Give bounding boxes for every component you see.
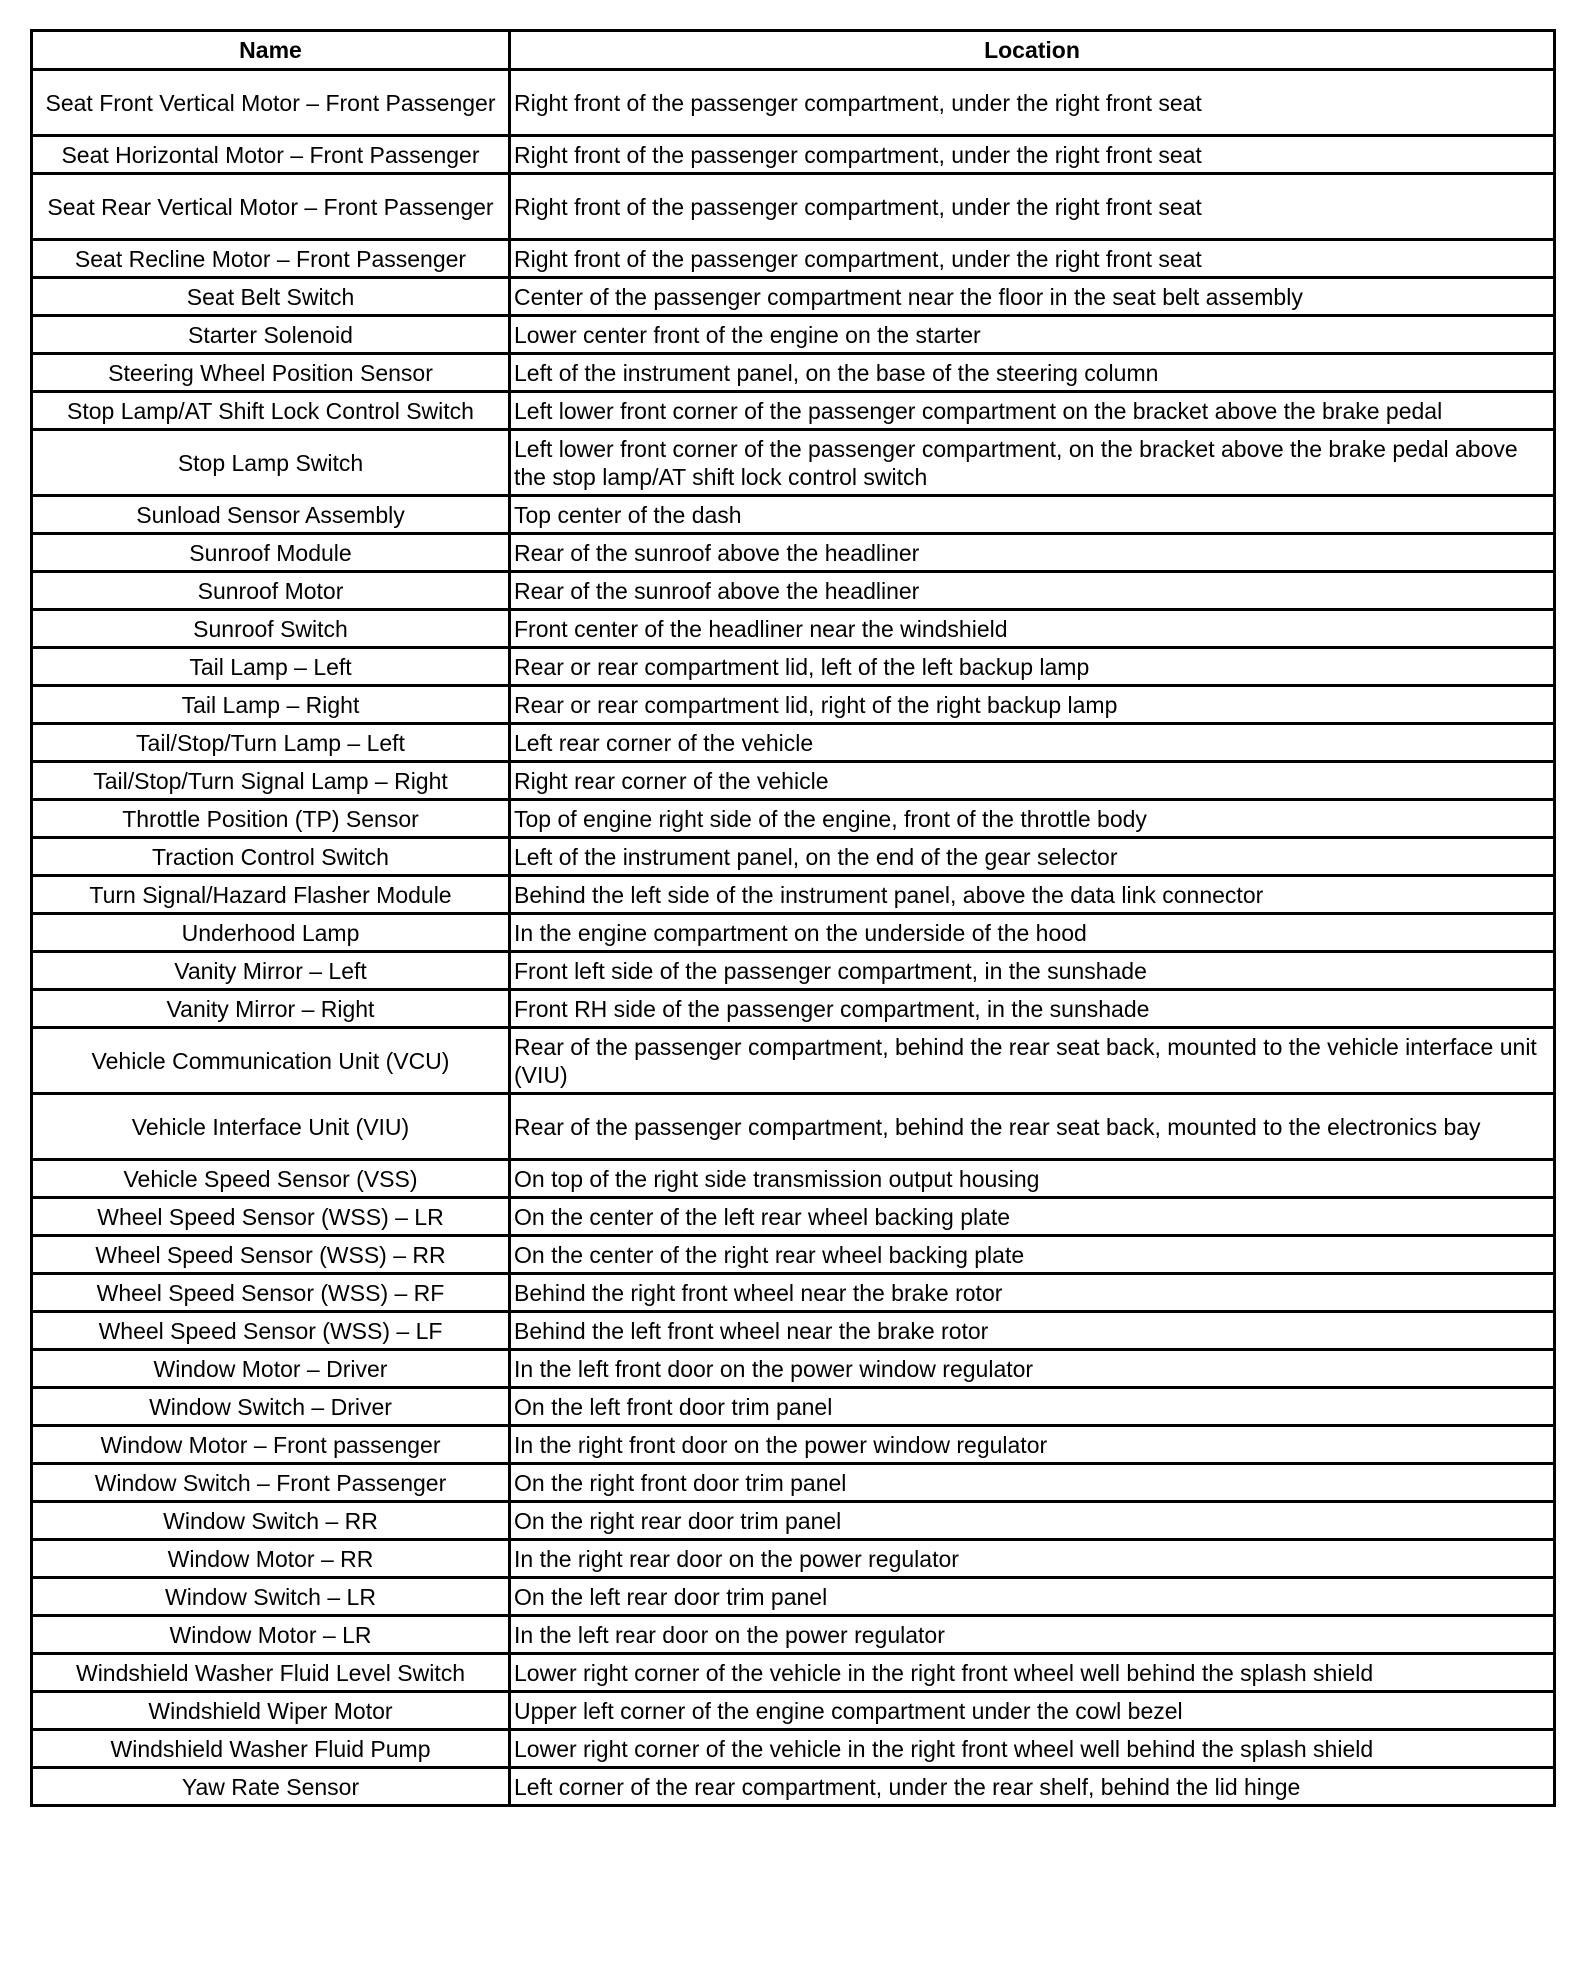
component-location-cell: In the left front door on the power window regulator <box>510 1350 1555 1388</box>
component-location-cell: Left lower front corner of the passenger compartment, on the bracket above the brake pedal above the stop lamp/AT shift lock control switch <box>510 430 1555 496</box>
component-location-cell: Front center of the headliner near the windshield <box>510 610 1555 648</box>
component-location-cell: Lower center front of the engine on the starter <box>510 316 1555 354</box>
table-row <box>32 1274 1555 1312</box>
component-name-cell: Windshield Washer Fluid Level Switch <box>32 1654 510 1692</box>
component-location-cell: Top center of the dash <box>510 496 1555 534</box>
component-name-cell: Vehicle Interface Unit (VIU) <box>32 1094 510 1160</box>
component-location-cell: Lower right corner of the vehicle in the right front wheel well behind the splash shield <box>510 1654 1555 1692</box>
table-row <box>32 990 1555 1028</box>
component-location-cell: Rear of the sunroof above the headliner <box>510 534 1555 572</box>
table-row <box>32 392 1555 430</box>
table-row <box>32 496 1555 534</box>
component-location-cell: On the right front door trim panel <box>510 1464 1555 1502</box>
component-name-cell: Windshield Washer Fluid Pump <box>32 1730 510 1768</box>
component-name-cell: Sunroof Motor <box>32 572 510 610</box>
table-row <box>32 1730 1555 1768</box>
table-row <box>32 1616 1555 1654</box>
component-name-cell: Seat Recline Motor – Front Passenger <box>32 240 510 278</box>
table-row <box>32 354 1555 392</box>
table-row <box>32 70 1555 136</box>
component-location-cell: On the left rear door trim panel <box>510 1578 1555 1616</box>
table-row <box>32 1388 1555 1426</box>
component-name-cell: Vehicle Communication Unit (VCU) <box>32 1028 510 1094</box>
component-location-cell: In the engine compartment on the underside of the hood <box>510 914 1555 952</box>
component-name-cell: Wheel Speed Sensor (WSS) – LR <box>32 1198 510 1236</box>
component-location-cell: In the left rear door on the power regulator <box>510 1616 1555 1654</box>
component-name-cell: Steering Wheel Position Sensor <box>32 354 510 392</box>
component-location-cell: Front left side of the passenger compartment, in the sunshade <box>510 952 1555 990</box>
table-row <box>32 430 1555 496</box>
table-row <box>32 1236 1555 1274</box>
component-name-cell: Vanity Mirror – Left <box>32 952 510 990</box>
component-name-cell: Windshield Wiper Motor <box>32 1692 510 1730</box>
component-name-cell: Stop Lamp/AT Shift Lock Control Switch <box>32 392 510 430</box>
table-row <box>32 724 1555 762</box>
component-name-cell: Tail/Stop/Turn Lamp – Left <box>32 724 510 762</box>
table-row <box>32 572 1555 610</box>
component-location-cell: On the center of the left rear wheel backing plate <box>510 1198 1555 1236</box>
table-row <box>32 1198 1555 1236</box>
table-row <box>32 1502 1555 1540</box>
component-name-cell: Seat Rear Vertical Motor – Front Passenger <box>32 174 510 240</box>
component-location-cell: In the right rear door on the power regulator <box>510 1540 1555 1578</box>
column-header-name: Name <box>32 31 510 70</box>
component-location-cell: Rear of the sunroof above the headliner <box>510 572 1555 610</box>
component-name-cell: Sunroof Switch <box>32 610 510 648</box>
component-location-cell: Left of the instrument panel, on the base of the steering column <box>510 354 1555 392</box>
component-location-cell: Rear of the passenger compartment, behind the rear seat back, mounted to the electronics bay <box>510 1094 1555 1160</box>
table-row <box>32 1768 1555 1806</box>
component-name-cell: Window Motor – Front passenger <box>32 1426 510 1464</box>
table-row <box>32 1654 1555 1692</box>
component-location-table <box>30 29 1556 1807</box>
component-name-cell: Seat Horizontal Motor – Front Passenger <box>32 136 510 174</box>
table-row <box>32 534 1555 572</box>
component-name-cell: Throttle Position (TP) Sensor <box>32 800 510 838</box>
table-row <box>32 316 1555 354</box>
component-location-cell: Top of engine right side of the engine, front of the throttle body <box>510 800 1555 838</box>
header-row <box>32 31 1555 70</box>
component-location-cell: Right rear corner of the vehicle <box>510 762 1555 800</box>
table-row <box>32 1312 1555 1350</box>
component-location-cell: Center of the passenger compartment near the floor in the seat belt assembly <box>510 278 1555 316</box>
component-location-cell: Rear or rear compartment lid, right of the right backup lamp <box>510 686 1555 724</box>
component-name-cell: Window Motor – LR <box>32 1616 510 1654</box>
component-location-cell: On the center of the right rear wheel backing plate <box>510 1236 1555 1274</box>
component-location-cell: In the right front door on the power window regulator <box>510 1426 1555 1464</box>
table-row <box>32 1464 1555 1502</box>
table-row <box>32 1578 1555 1616</box>
table-row <box>32 838 1555 876</box>
component-name-cell: Wheel Speed Sensor (WSS) – LF <box>32 1312 510 1350</box>
table-row <box>32 1692 1555 1730</box>
table-row <box>32 174 1555 240</box>
component-name-cell: Wheel Speed Sensor (WSS) – RF <box>32 1274 510 1312</box>
component-name-cell: Vehicle Speed Sensor (VSS) <box>32 1160 510 1198</box>
component-location-cell: Right front of the passenger compartment, under the right front seat <box>510 174 1555 240</box>
component-name-cell: Sunroof Module <box>32 534 510 572</box>
component-name-cell: Vanity Mirror – Right <box>32 990 510 1028</box>
component-name-cell: Window Motor – RR <box>32 1540 510 1578</box>
table-row <box>32 1028 1555 1094</box>
table-row <box>32 1426 1555 1464</box>
component-location-cell: Right front of the passenger compartment, under the right front seat <box>510 136 1555 174</box>
table-row <box>32 278 1555 316</box>
component-location-cell: Front RH side of the passenger compartment, in the sunshade <box>510 990 1555 1028</box>
component-name-cell: Yaw Rate Sensor <box>32 1768 510 1806</box>
table-row <box>32 686 1555 724</box>
component-name-cell: Seat Front Vertical Motor – Front Passenger <box>32 70 510 136</box>
table-row <box>32 952 1555 990</box>
component-name-cell: Window Switch – Front Passenger <box>32 1464 510 1502</box>
component-name-cell: Underhood Lamp <box>32 914 510 952</box>
component-name-cell: Window Switch – RR <box>32 1502 510 1540</box>
component-name-cell: Starter Solenoid <box>32 316 510 354</box>
component-location-cell: Left corner of the rear compartment, under the rear shelf, behind the lid hinge <box>510 1768 1555 1806</box>
component-name-cell: Tail Lamp – Left <box>32 648 510 686</box>
component-location-cell: Behind the left side of the instrument panel, above the data link connector <box>510 876 1555 914</box>
component-location-cell: Rear of the passenger compartment, behind the rear seat back, mounted to the vehicle interface unit (VIU) <box>510 1028 1555 1094</box>
component-location-cell: Right front of the passenger compartment, under the right front seat <box>510 240 1555 278</box>
component-location-cell: Rear or rear compartment lid, left of the left backup lamp <box>510 648 1555 686</box>
component-name-cell: Tail Lamp – Right <box>32 686 510 724</box>
component-location-cell: Left of the instrument panel, on the end of the gear selector <box>510 838 1555 876</box>
table-row <box>32 1350 1555 1388</box>
table-row <box>32 800 1555 838</box>
component-location-cell: Upper left corner of the engine compartment under the cowl bezel <box>510 1692 1555 1730</box>
component-location-cell: On top of the right side transmission output housing <box>510 1160 1555 1198</box>
table-row <box>32 136 1555 174</box>
table-row <box>32 240 1555 278</box>
table-row <box>32 1540 1555 1578</box>
column-header-location: Location <box>510 31 1555 70</box>
table-row <box>32 762 1555 800</box>
component-name-cell: Sunload Sensor Assembly <box>32 496 510 534</box>
table-row <box>32 1160 1555 1198</box>
component-name-cell: Tail/Stop/Turn Signal Lamp – Right <box>32 762 510 800</box>
table-row <box>32 1094 1555 1160</box>
component-name-cell: Wheel Speed Sensor (WSS) – RR <box>32 1236 510 1274</box>
table-row <box>32 876 1555 914</box>
table-row <box>32 648 1555 686</box>
component-location-cell: Behind the left front wheel near the brake rotor <box>510 1312 1555 1350</box>
component-name-cell: Stop Lamp Switch <box>32 430 510 496</box>
table-row <box>32 914 1555 952</box>
component-name-cell: Turn Signal/Hazard Flasher Module <box>32 876 510 914</box>
component-location-cell: On the right rear door trim panel <box>510 1502 1555 1540</box>
component-location-cell: Right front of the passenger compartment, under the right front seat <box>510 70 1555 136</box>
table-row <box>32 610 1555 648</box>
component-name-cell: Window Switch – LR <box>32 1578 510 1616</box>
component-location-cell: Left lower front corner of the passenger compartment on the bracket above the brake pedal <box>510 392 1555 430</box>
component-name-cell: Window Switch – Driver <box>32 1388 510 1426</box>
component-location-cell: Left rear corner of the vehicle <box>510 724 1555 762</box>
component-location-cell: Lower right corner of the vehicle in the right front wheel well behind the splash shield <box>510 1730 1555 1768</box>
component-name-cell: Seat Belt Switch <box>32 278 510 316</box>
component-location-cell: Behind the right front wheel near the brake rotor <box>510 1274 1555 1312</box>
component-name-cell: Window Motor – Driver <box>32 1350 510 1388</box>
component-name-cell: Traction Control Switch <box>32 838 510 876</box>
component-location-cell: On the left front door trim panel <box>510 1388 1555 1426</box>
